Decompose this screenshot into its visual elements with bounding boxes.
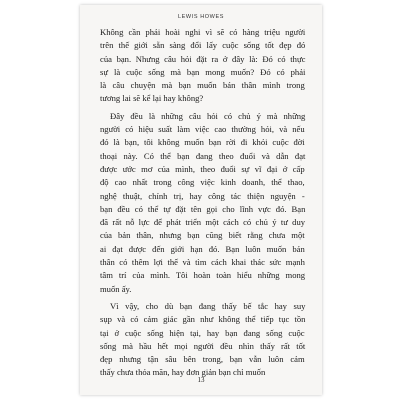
paragraph — [100, 26, 305, 106]
text-line: độ cao nhất trong công việc kinh doanh, thể thao, — [100, 177, 305, 188]
text-line: được ước mơ của mình, theo đuổi sự vĩ đại ở cấp — [100, 163, 305, 174]
text-line: Vì vậy, cho dù bạn đang thấy bế tắc hay suy — [110, 300, 306, 311]
text-line: bạn đều có thể tự đặt tên gọi cho lĩnh vực đó. Bạn — [100, 203, 306, 214]
text-line: đã rất nỗ lực để phát triển một cách có chủ ý tư duy — [100, 217, 306, 228]
text-line: thoại này. Có thể bạn đang theo đuổi và dẫn đạt — [100, 150, 306, 161]
text-line: đó là bạn, tôi không muốn bạn rời đi khỏi cuộc đời — [100, 137, 305, 148]
page-number: 13 — [197, 376, 205, 384]
text-line: thân có thêm lợi thế và tìm cách khai thác sức mạnh — [100, 257, 305, 268]
text-line: Đây đều là những câu hỏi có chủ ý mà những — [110, 110, 306, 121]
text-line: của bạn. Nhưng câu hỏi đặt ra ở đây là: Đó có thực — [100, 53, 306, 64]
book-page — [80, 5, 322, 395]
text-line: sống mà hầu hết mọi người đều nhìn thấy rất tốt — [100, 340, 306, 351]
text-line: thấy chưa thỏa mãn, hay đơn giản bạn chỉ muốn — [100, 367, 266, 378]
running-head: LEWIS HOWES — [177, 14, 225, 20]
text-line: người có hiệu suất làm việc cao thường hỏi, và nếu — [100, 124, 305, 135]
paragraph — [100, 110, 305, 296]
text-line: tương lai sẽ kể lại hay không? — [100, 93, 204, 104]
text-line: trên thế giới sẵn sàng đổi lấy cuộc sống tốt đẹp đó — [100, 40, 306, 51]
text-line: ai đạt được đến giới hạn đó. Bạn luôn muốn bản — [100, 243, 305, 254]
text-line: nghệ thuật, chính trị, hay công tác thiện nguyện - — [100, 190, 305, 201]
text-line: sự là cuộc sống mà bạn mong muốn? Đó có phải — [100, 66, 306, 77]
text-line: Không cần phải hoài nghi vì sẽ có hàng triệu người — [100, 27, 306, 37]
text-line: sụp và có cảm giác gần như không thể tiếp tục tồn — [100, 314, 306, 325]
text-line: tâm trí của mình. Tôi hoàn toàn hiểu những mong — [100, 270, 306, 281]
text-line: đẹp nhưng tận sâu bên trong, bạn vẫn luôn cảm — [100, 354, 305, 365]
text-line: là câu chuyện mà bạn muốn bán thân mình trong — [100, 80, 305, 91]
paragraph — [100, 300, 305, 380]
text-line: của bản thân, nhưng bạn cũng biết rằng chưa một — [100, 230, 305, 241]
text-line: tại ở cuộc sống hiện tại, hay bạn đang sống cuộc — [100, 327, 305, 338]
text-line: muốn ấy. — [100, 283, 132, 294]
body-text — [100, 26, 305, 384]
